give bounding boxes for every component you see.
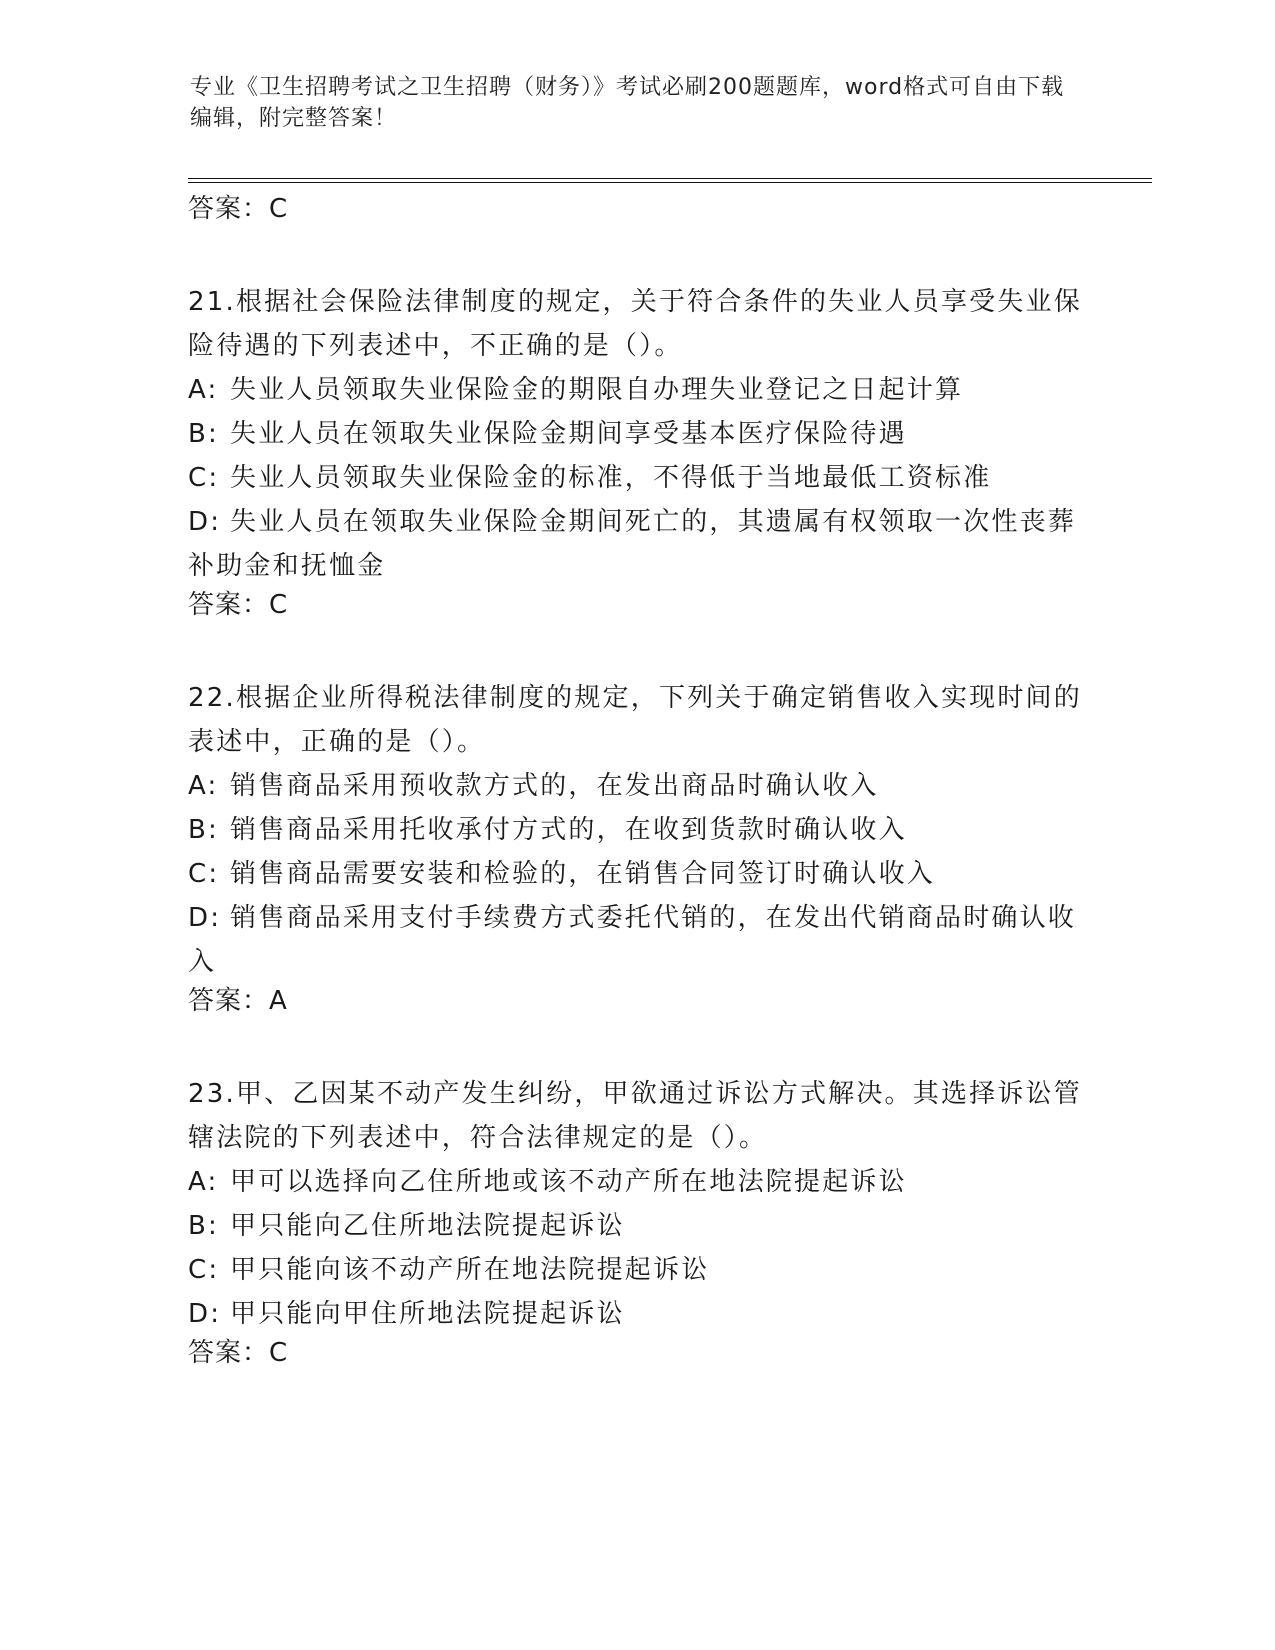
option-letter: C: [188, 463, 220, 493]
option-letter: B: [188, 419, 219, 449]
option-c [188, 852, 1088, 896]
option-letter: B: [188, 815, 219, 845]
option-text: 销售商品采用预收款方式的，在发出商品时确认收入 [230, 771, 879, 801]
question-list [188, 192, 1088, 1374]
question-text: 22.根据企业所得税法律制度的规定，下列关于确定销售收入实现时间的表述中，正确的是（）。 [188, 683, 1082, 757]
answer-label: 答案：C [188, 590, 289, 620]
page-header: 专业《卫生招聘考试之卫生招聘（财务）》考试必刷200题题库，word格式可自由下载编辑，附完整答案！ [190, 75, 1065, 131]
option-b [188, 808, 1088, 852]
option-c [188, 1248, 1088, 1292]
option-text: 销售商品需要安装和检验的，在销售合同签订时确认收入 [230, 859, 936, 889]
question-block [188, 1072, 1088, 1374]
question-block [188, 280, 1088, 626]
option-d [188, 896, 1088, 984]
option-b [188, 412, 1088, 456]
option-text: 失业人员在领取失业保险金期间享受基本医疗保险待遇 [230, 419, 907, 449]
option-a [188, 368, 1088, 412]
option-text: 甲只能向甲住所地法院提起诉讼 [230, 1299, 625, 1329]
option-letter: A: [188, 1167, 219, 1197]
option-d [188, 1292, 1088, 1336]
spacer [188, 230, 1088, 280]
option-text: 失业人员领取失业保险金的期限自办理失业登记之日起计算 [230, 375, 964, 405]
option-letter: B: [188, 1211, 219, 1241]
option-text: 销售商品采用支付手续费方式委托代销的，在发出代销商品时确认收入 [188, 903, 1077, 977]
answer-label: 答案：C [188, 1338, 289, 1368]
option-a [188, 1160, 1088, 1204]
option-letter: C: [188, 859, 220, 889]
header-divider-bottom [188, 182, 1152, 183]
spacer [188, 626, 1088, 676]
option-c [188, 456, 1088, 500]
option-text: 失业人员领取失业保险金的标准，不得低于当地最低工资标准 [230, 463, 992, 493]
option-text: 甲只能向乙住所地法院提起诉讼 [230, 1211, 625, 1241]
option-letter: D: [188, 903, 222, 933]
answer-label: 答案：A [188, 986, 288, 1016]
option-letter: D: [188, 1299, 222, 1329]
option-a [188, 764, 1088, 808]
option-b [188, 1204, 1088, 1248]
option-d [188, 500, 1088, 588]
answer-label: 答案：C [188, 194, 289, 224]
spacer [188, 1022, 1088, 1072]
question-text: 21.根据社会保险法律制度的规定，关于符合条件的失业人员享受失业保险待遇的下列表述中，不正确的是（）。 [188, 287, 1082, 361]
option-text: 销售商品采用托收承付方式的，在收到货款时确认收入 [230, 815, 907, 845]
option-letter: C: [188, 1255, 220, 1285]
question-block [188, 676, 1088, 1022]
option-text: 甲可以选择向乙住所地或该不动产所在地法院提起诉讼 [230, 1167, 907, 1197]
option-text: 失业人员在领取失业保险金期间死亡的，其遗属有权领取一次性丧葬补助金和抚恤金 [188, 507, 1077, 581]
header-divider-top [188, 178, 1152, 179]
option-text: 甲只能向该不动产所在地法院提起诉讼 [230, 1255, 710, 1285]
question-text: 23.甲、乙因某不动产发生纠纷，甲欲通过诉讼方式解决。其选择诉讼管辖法院的下列表述中，符合法律规定的是（）。 [188, 1079, 1082, 1153]
option-letter: A: [188, 375, 219, 405]
option-letter: D: [188, 507, 222, 537]
option-letter: A: [188, 771, 219, 801]
